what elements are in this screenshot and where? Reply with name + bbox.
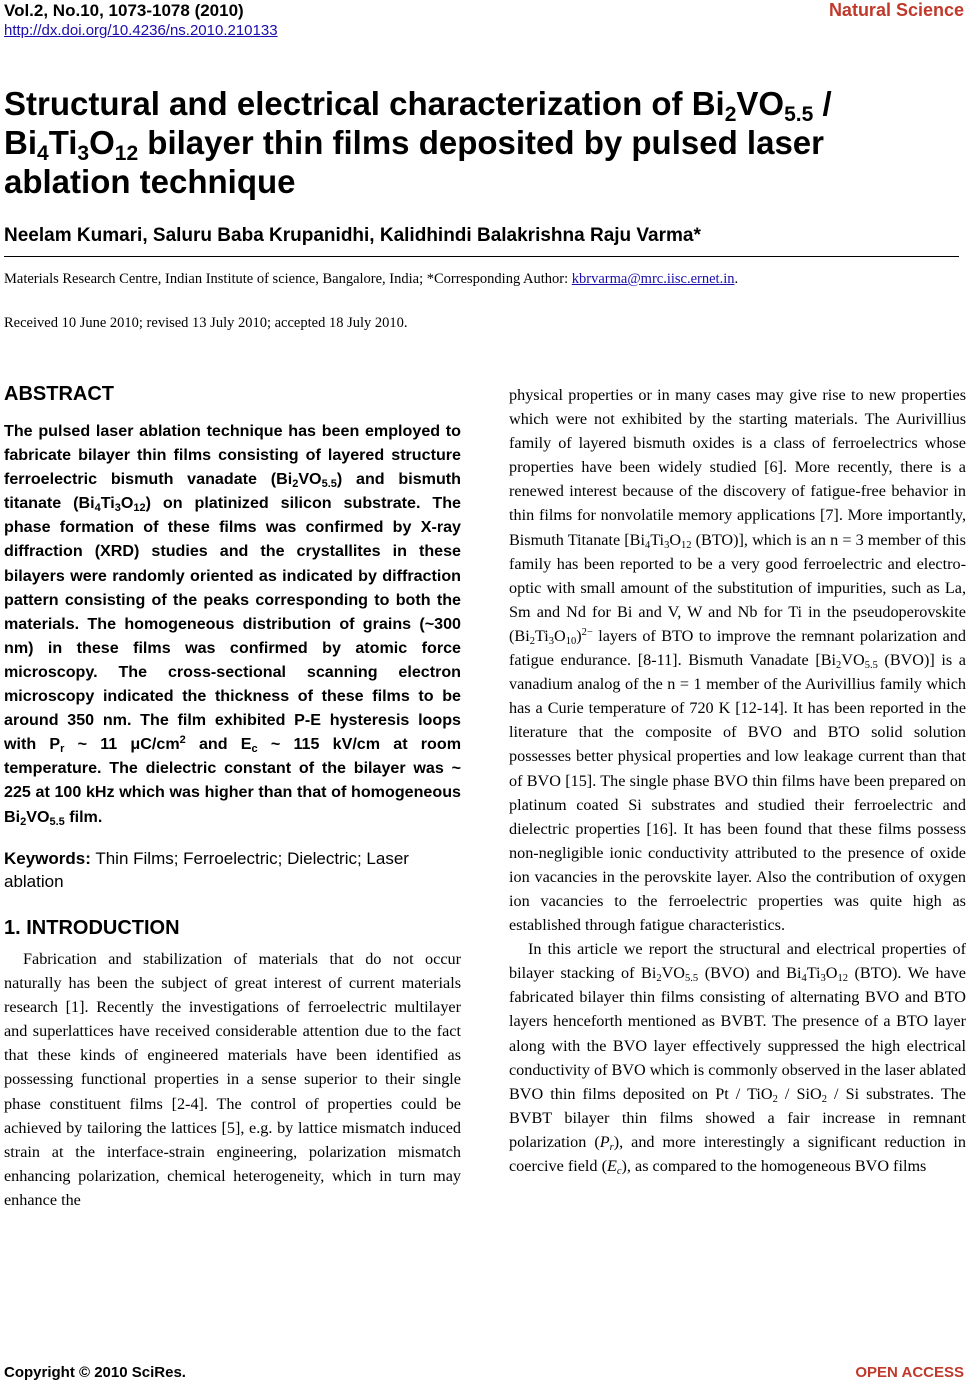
keywords: Keywords: Thin Films; Ferroelectric; Dielectric; Laser ablation: [4, 848, 409, 891]
right-column: [509, 383, 966, 1178]
left-column: [4, 380, 461, 1212]
keywords-label: Keywords:: [4, 848, 91, 868]
email-link[interactable]: kbrvarma@mrc.iisc.ernet.in: [571, 271, 735, 287]
received-dates: Received 10 June 2010; revised 13 July 2010; accepted 18 July 2010.: [4, 315, 408, 331]
intro-paragraph-continued: physical properties or in many cases may give rise to new properties which were not exhibited by the starting materials. The Aurivillius family of layered bismuth oxides is a class of ferroelectrics whose properties have been widely studied [6]. More recently, there is a renewed interest because of the discovery of fatigue-free behavior in thin films for nonvolatile memory applications [7]. More importantly, Bismuth Titanate [$Bi_4Ti_3O_{12}$ (BTO)], which is an n = 3 member of this family has been reported to be a very good ferroelectric and electro-optic with small amount of the substitution of impurities, such as La, Sm and Nd for Bi and V, W and Nb for Ti in the pseudoperovskite $(Bi_2Ti_3O_{10})^{2-}$ layers of BTO to improve the remnant polarization and fatigue endurance. [8-11]. Bismuth Vanadate [$Bi_2VO_{5.5}$ (BVO)] is a vanadium analog of the n = 1 member of the Aurivillius family which has a Curie temperature of 720 K [12-14]. It has been reported in the literature that the composite of BVO and BTO solid solution possesses better physical properties and low leakage current than that of BVO [15]. The single phase BVO thin films have been prepared on platinum coated Si substrates and studied their ferroelectric and dielectric properties [16]. It has been found that these films possess non-negligible ionic conductivity attributed to the presence of oxide ion vacancies in the perovskite layer. Also the contribution of oxygen ion vacancies to the ferroelectric properties was quite high as established through fatigue characteristics.: [509, 386, 966, 935]
intro-heading: 1. INTRODUCTION: [4, 916, 180, 939]
article-paragraph: In this article we report the structural and electrical properties of bilayer stacking of $Bi_2VO_{5.5}$ (BVO) and $Bi_4Ti_3O_{12}$ (BTO). We have fabricated bilayer thin films consisting of alternating BVO and BTO layers henceforth mentioned as BVBT. The presence of a BTO layer along with the BVO layer effectively suppressed the high electrical conductivity of BVO which is commonly observed in the laser ablated BVO thin films deposited on Pt / TiO$_2$ / SiO$_2$ / Si substrates. The BVBT bilayer thin films showed a fair increase in remnant polarization $(P_r)$, and more interestingly a significant reduction in coercive field $(E_c)$, as compared to the homogeneous BVO films: [509, 940, 966, 1177]
divider: [4, 256, 959, 257]
intro-paragraph: Fabrication and stabilization of materials that do not occur naturally has been the subject of great interest of current materials research [1]. Recently the investigations of ferroelectric multilayer and superlattices have received considerable attention due to the fact that these kinds of engineered materials have been identified as possessing functional properties in a sense superior to their single phase constituent films [2-4]. The control of properties could be achieved by tailoring the lattices [5], e.g. by lattice mismatch induced strain at the interface-strain engineering, polarization mismatch enhancing polarization, chemical heterogeneity, which in turn may enhance the: [4, 949, 461, 1210]
copyright: Copyright © 2010 SciRes.: [4, 1364, 186, 1381]
paper-title: Structural and electrical characterization of $Bi_2VO_{5.5} / Bi_4Ti_3O_{12}$ bilayer thin films deposited by pulsed laser ablation technique: [4, 85, 832, 200]
citation: Vol.2, No.10, 1073-1078 (2010): [4, 1, 244, 20]
authors: Neelam Kumari, Saluru Baba Krupanidhi, Kalidhindi Balakrishna Raju Varma*: [4, 225, 701, 246]
open-access-badge: OPEN ACCESS: [855, 1364, 964, 1381]
doi-link[interactable]: http://dx.doi.org/10.4236/ns.2010.210133: [4, 22, 278, 39]
abstract-heading: ABSTRACT: [4, 383, 114, 405]
journal-name: Natural Science: [828, 0, 964, 20]
affiliation: Materials Research Centre, Indian Institute of science, Bangalore, India; *Corresponding Author: kbrvarma@mrc.iisc.ernet.in.: [4, 271, 739, 287]
abstract-text: The pulsed laser ablation technique has been employed to fabricate bilayer thin films consisting of layered structure ferroelectric bismuth vanadate $(Bi_2VO_{5.5})$ and bismuth titanate $(Bi_4Ti_3O_{12})$ on platinized silicon substrate. The phase formation of these films was confirmed by X-ray diffraction (XRD) studies and the crystallites in these bilayers were randomly oriented as indicated by diffraction pattern consisting of the peaks corresponding to both the materials. The homogeneous distribution of grains (~300 nm) in these films was confirmed by atomic force microscopy. The cross-sectional scanning electron microscopy indicated the thickness of these films to be around 350 nm. The film exhibited P-E hysteresis loops with $P_r$ ~ 11 $\mu C/cm^2$ and $E_c$ ~ 115 kV/cm at room temperature. The dielectric constant of the bilayer was ~ 225 at 100 kHz which was higher than that of homogeneous $Bi_2VO_{5.5}$ film.: [4, 422, 462, 828]
